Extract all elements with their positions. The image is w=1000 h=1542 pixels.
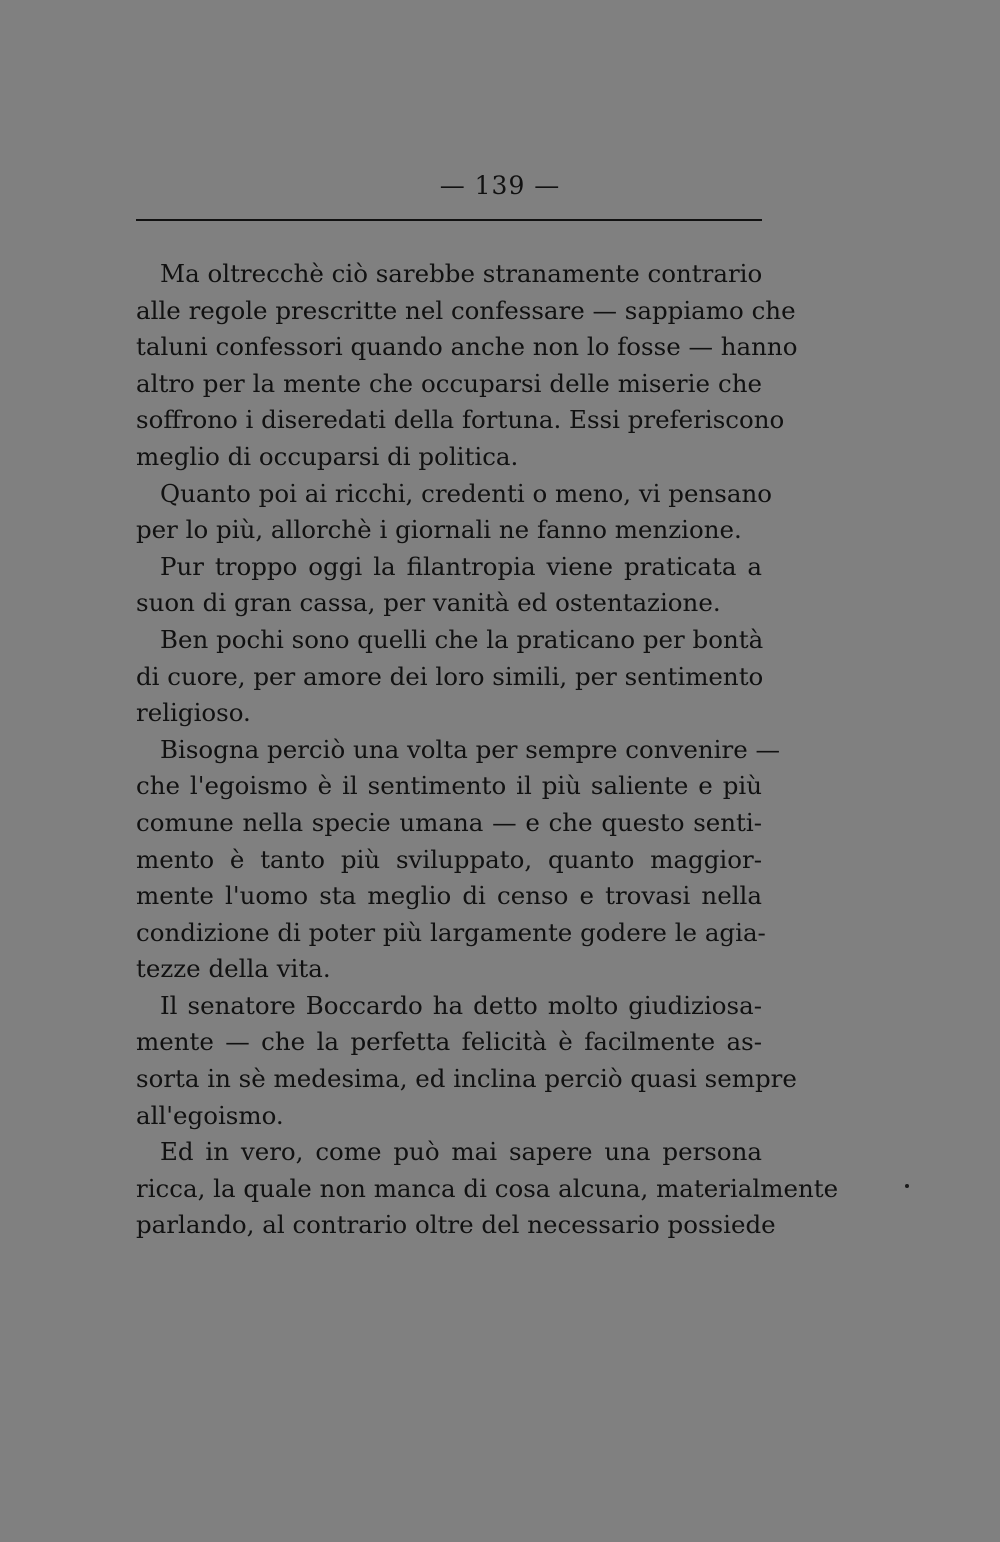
- text-line: suon di gran cassa, per vanità ed ostentazione.: [136, 588, 721, 618]
- text-line: taluni confessori quando anche non lo fosse — hanno: [136, 332, 798, 362]
- text-line: all'egoismo.: [136, 1100, 284, 1130]
- text-line: mente l'uomo sta meglio di censo e trovasi nella: [136, 881, 762, 911]
- text-line: che l'egoismo è il sentimento il più saliente e più: [136, 771, 762, 801]
- text-line: religioso.: [136, 698, 251, 728]
- text-line: Ma oltrecchè ciò sarebbe stranamente contrario: [160, 259, 763, 288]
- text-line: parlando, al contrario oltre del necessario possiede: [136, 1210, 776, 1240]
- text-line: per lo più, allorchè i giornali ne fanno menzione.: [136, 515, 742, 545]
- text-line: meglio di occuparsi di politica.: [136, 441, 519, 471]
- text-line: di cuore, per amore dei loro simili, per sentimento: [136, 661, 764, 691]
- text-line: condizione di poter più largamente godere le agia-: [136, 917, 766, 947]
- text-line: tezze della vita.: [136, 954, 331, 984]
- ink-speck: [905, 1184, 909, 1188]
- text-line: Quanto poi ai ricchi, credenti o meno, vi pensano: [160, 478, 772, 508]
- page-number: — 139 —: [439, 171, 561, 200]
- text-line: sorta in sè medesima, ed inclina perciò quasi sempre: [136, 1064, 797, 1094]
- text-line: Ben pochi sono quelli che la praticano per bontà: [160, 624, 764, 654]
- text-line: Il senatore Boccardo ha detto molto giudiziosa-: [160, 990, 762, 1020]
- text-line: Bisogna perciò una volta per sempre convenire —: [160, 734, 781, 764]
- text-line: Pur troppo oggi la filantropia viene praticata a: [160, 551, 762, 581]
- text-line: soffrono i diseredati della fortuna. Essi preferiscono: [136, 405, 785, 435]
- text-line: alle regole prescritte nel confessare — sappiamo che: [136, 295, 796, 325]
- body-text: [136, 256, 839, 1244]
- text-line: Ed in vero, come può mai sapere una persona: [160, 1137, 762, 1167]
- text-line: mente — che la perfetta felicità è facilmente as-: [136, 1027, 762, 1057]
- text-line: mento è tanto più sviluppato, quanto maggior-: [136, 844, 762, 874]
- text-line: comune nella specie umana — e che questo senti-: [136, 807, 762, 837]
- text-line: altro per la mente che occuparsi delle miserie che: [136, 368, 762, 398]
- header-rule: [136, 219, 762, 221]
- text-line: ricca, la quale non manca di cosa alcuna, materialmente: [136, 1173, 839, 1203]
